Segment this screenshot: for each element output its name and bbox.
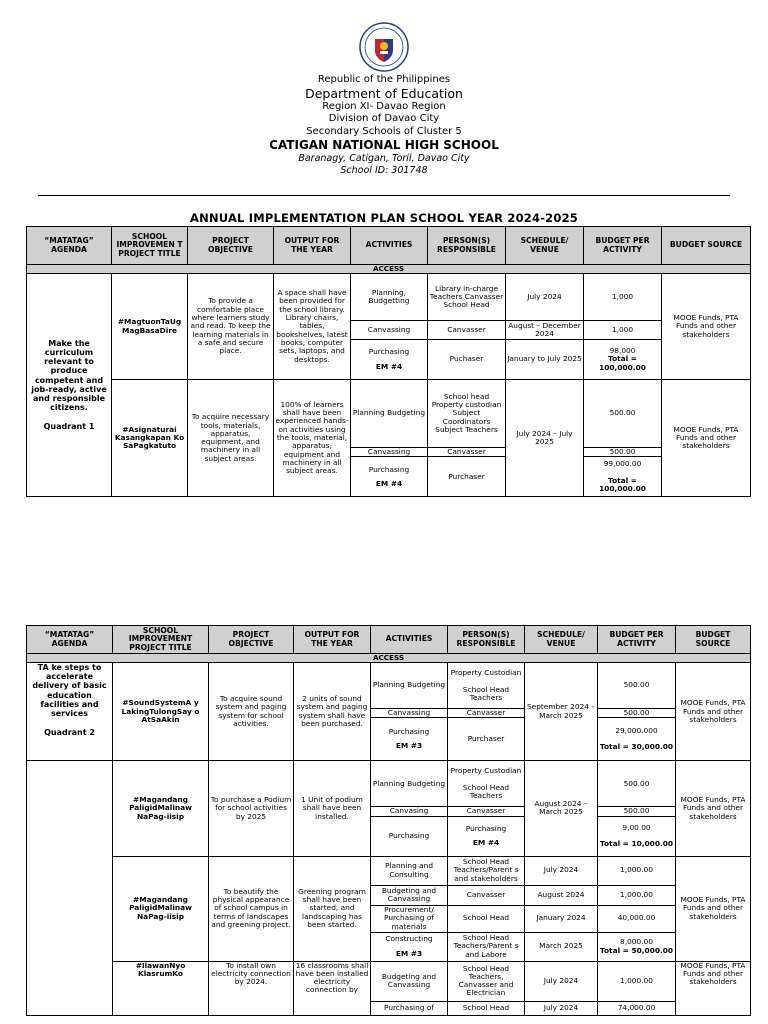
schedule: July 2024: [525, 856, 598, 885]
budget: 99,000.00: [603, 459, 642, 469]
deped-seal-icon: [359, 22, 409, 72]
budget: 500.00: [598, 663, 676, 709]
schedule: August 2024: [525, 885, 598, 905]
activity: Constructing: [385, 934, 433, 944]
person-responsible: School Head: [448, 905, 525, 932]
project-output: 100% of learners shall have been experienced hands-on activities using the tools, material, apparatus, equipment and machinery in all subject areas.: [274, 380, 351, 497]
budget: 98,000: [609, 346, 636, 356]
activity-cell: [351, 457, 428, 497]
activity: Budgeting and Canvassing: [371, 885, 448, 905]
header-schedule: SCHEDULE/ VENUE: [506, 227, 584, 265]
budget-source: MOOE Funds, PTA Funds and other stakeholders: [676, 856, 751, 961]
person-responsible: Canvasser: [428, 448, 506, 457]
quadrant-label: Quadrant 1: [43, 422, 95, 432]
activity: Purchasing: [371, 816, 448, 856]
header-output: OUTPUT FOR THE YEAR: [294, 626, 371, 654]
schedule: March 2025: [525, 932, 598, 961]
person-responsible: School Head Teachers: [462, 782, 510, 801]
budget: 500.00: [598, 807, 676, 816]
header-source: BUDGET SOURCE: [662, 227, 751, 265]
budget: 1,000: [584, 274, 662, 321]
budget: 1,000.00: [598, 885, 676, 905]
header-project-title: SCHOOL IMPROVEMEN T PROJECT TITLE: [112, 227, 188, 265]
header-objective: PROJECT OBJECTIVE: [188, 227, 274, 265]
activity: Planning Budgeting: [371, 663, 448, 709]
em-label: EM #3: [395, 948, 423, 958]
em-label: EM #4: [375, 361, 403, 371]
budget: 500.00: [584, 380, 662, 448]
project-title: #IlawanNyo KlasrumKo: [113, 961, 209, 1015]
agenda-text: TA ke steps to accelerate delivery of basic education facilities and services: [32, 663, 107, 719]
plan-title: ANNUAL IMPLEMENTATION PLAN SCHOOL YEAR 2024-2025: [190, 211, 578, 225]
project-objective: To install own electricity connection by 2024.: [209, 961, 294, 1015]
activity: Purchasing: [368, 347, 410, 357]
person-responsible-cell: [448, 761, 525, 807]
budget: 1,000.00: [598, 856, 676, 885]
schedule: August – December 2024: [506, 321, 584, 340]
implementation-table-2: [26, 625, 751, 1016]
header-objective: PROJECT OBJECTIVE: [209, 626, 294, 654]
person-responsible: Library in-charge Teachers Canvasser School Head: [428, 274, 506, 321]
header-activities: ACTIVITIES: [351, 227, 428, 265]
activity: Canvassing: [371, 709, 448, 718]
person-responsible: School Head Teachers, Canvasser and Electrician: [448, 961, 525, 1001]
implementation-table-1: [26, 226, 751, 497]
section-access: ACCESS: [27, 654, 751, 663]
person-responsible: Purchaser: [428, 457, 506, 497]
person-responsible: Canvasser: [428, 321, 506, 340]
project-objective: To acquire necessary tools, materials, apparatus, equipment, and machinery in all subject areas.: [188, 380, 274, 497]
person-responsible: Canvasser: [448, 807, 525, 816]
agenda-cell: [27, 274, 112, 497]
school-name: CATIGAN NATIONAL HIGH SCHOOL: [269, 138, 499, 153]
budget: 500.00: [584, 448, 662, 457]
project-objective: To beautify the physical appearance of school campus in terms of landscapes and greening project.: [209, 856, 294, 961]
activity: Canvasing: [371, 807, 448, 816]
budget: 500.00: [598, 709, 676, 718]
budget: 40,000.00: [598, 905, 676, 932]
activity-cell: [351, 340, 428, 380]
schedule: July 2024: [525, 961, 598, 1001]
budget-source: MOOE Funds, PTA Funds and other stakeholders: [662, 380, 751, 497]
header-project-title: SCHOOL IMPROVEMENT PROJECT TITLE: [113, 626, 209, 654]
project-output: 1 Unit of podium shall have been installed.: [294, 761, 371, 856]
person-responsible: School Head: [448, 1001, 525, 1015]
budget: 500.00: [598, 761, 676, 807]
header-budget: BUDGET PER ACTIVITY: [598, 626, 676, 654]
project-output: 2 units of sound system and paging system shall have been purchased.: [294, 663, 371, 761]
budget-cell: [598, 932, 676, 961]
schedule: July 2024 – July 2025: [506, 380, 584, 497]
header-schedule: SCHEDULE/ VENUE: [525, 626, 598, 654]
person-responsible: School Head Teachers/Parent s and Labore: [448, 932, 525, 961]
project-objective: To provide a comfortable place where learners study and read. To keep the learning materials in a safe and secure place.: [188, 274, 274, 380]
em-label: EM #4: [375, 478, 403, 488]
header-output: OUTPUT FOR THE YEAR: [274, 227, 351, 265]
agenda-cell: [27, 663, 113, 761]
budget-total: Total = 50,000.00: [599, 945, 674, 955]
activity-cell: [371, 932, 448, 961]
person-responsible-cell: [448, 816, 525, 856]
person-responsible: School Head Teachers: [462, 684, 510, 702]
budget-source: MOOE Funds, PTA Funds and other stakeholders: [676, 961, 751, 1015]
activity: Procurement/ Purchasing of materials: [371, 905, 448, 932]
budget-cell: [584, 457, 662, 497]
em-label: EM #4: [472, 838, 500, 848]
division-line: Division of Davao City: [328, 113, 440, 125]
activity: Planning and Consulting: [371, 856, 448, 885]
activity: Planning, Budgetting: [351, 274, 428, 321]
budget-cell: [598, 718, 676, 761]
department-line: Department of Education: [305, 85, 463, 101]
schedule: January 2024: [525, 905, 598, 932]
person-responsible: Property Custodian: [450, 766, 522, 776]
person-responsible: Canvasser: [448, 885, 525, 905]
region-line: Region XI- Davao Region: [322, 100, 446, 112]
budget-source: MOOE Funds, PTA Funds and other stakeholders: [676, 663, 751, 761]
section-access: ACCESS: [27, 265, 751, 274]
project-title: #Asignaturai Kasangkapan Ko SaPagkatuto: [112, 380, 188, 497]
person-responsible: School head Property custodian Subject Coordinators Subject Teachers: [428, 380, 506, 448]
project-output: A space shall have been provided for the school library. Library chairs, tables, bookshelves, latest books, computer sets, laptops, and desktops.: [274, 274, 351, 380]
header-source: BUDGET SOURCE: [676, 626, 751, 654]
letterhead: [0, 22, 768, 176]
budget-source: MOOE Funds, PTA Funds and other stakeholders: [662, 274, 751, 380]
header-divider: [38, 195, 730, 196]
header-agenda: “MATATAG” AGENDA: [27, 227, 112, 265]
activity: Planning Budgeting: [351, 380, 428, 448]
budget-total: Total = 100,000.00: [599, 354, 646, 372]
schedule: January to July 2025: [506, 340, 584, 380]
activity-cell: [371, 718, 448, 761]
project-objective: To purchase a Podium for school activities by 2025: [209, 761, 294, 856]
budget: 74,000.00: [598, 1001, 676, 1015]
person-responsible-cell: [448, 663, 525, 709]
republic-line: Republic of the Philippines: [317, 74, 451, 85]
budget: 8,000.00: [620, 937, 653, 947]
agenda-cell-continued: [27, 856, 113, 1015]
project-title: #SoundSystemA y LakingTulongSay o AtSaAkin: [113, 663, 209, 761]
schedule: September 2024 – March 2025: [525, 663, 598, 761]
cluster-line: Secondary Schools of Cluster 5: [306, 125, 462, 137]
budget: 29,000.000: [615, 725, 658, 735]
schedule: August 2024 – March 2025: [525, 761, 598, 856]
activity: Planning Budgeting: [371, 761, 448, 807]
budget: 1,000.00: [598, 961, 676, 1001]
header-persons: PERSON(S) RESPONSIBLE: [428, 227, 506, 265]
school-id: School ID: 301748: [340, 164, 428, 176]
schedule: July 2024: [506, 274, 584, 321]
header-agenda: “MATATAG” AGENDA: [27, 626, 113, 654]
budget: 9,00.00: [622, 822, 651, 832]
activity: Canvassing: [351, 448, 428, 457]
header-activities: ACTIVITIES: [371, 626, 448, 654]
school-address: Baranagy, Catigan, Toril, Davao City: [298, 153, 470, 165]
budget-cell: [598, 816, 676, 856]
budget-source: MOOE Funds, PTA Funds and other stakeholders: [676, 761, 751, 856]
budget: 1,000: [584, 321, 662, 340]
project-title: #Magandang PaligidMalinaw NaPag-iisip: [113, 761, 209, 856]
em-label: EM #3: [395, 741, 423, 751]
person-responsible: Purchaser: [448, 718, 525, 761]
project-title: #Magandang PaligidMalinaw NaPag-iisip: [113, 856, 209, 961]
person-responsible: Canvasser: [448, 709, 525, 718]
project-output: 16 classrooms shall have been installed electricity connection by: [294, 961, 371, 1015]
budget-total: Total = 30,000.00: [599, 742, 674, 752]
project-objective: To acquire sound system and paging system for school activities.: [209, 663, 294, 761]
budget-total: Total = 10,000.00: [599, 839, 674, 849]
budget-total: Total = 100,000.00: [599, 475, 646, 494]
project-title: #MagtuonTaUg MagBasaDire: [112, 274, 188, 380]
activity: Purchasing: [368, 464, 410, 474]
project-output: Greening program shall have been started, and landscaping has been started.: [294, 856, 371, 961]
schedule: July 2024: [525, 1001, 598, 1015]
person-responsible: School Head Teachers/Parent s and stakeholders: [448, 856, 525, 885]
header-budget: BUDGET PER ACTIVITY: [584, 227, 662, 265]
activity: Purchasing of: [371, 1001, 448, 1015]
budget-cell: [584, 340, 662, 380]
activity: Budgeting and Canvassing: [371, 961, 448, 1001]
person-responsible: Puchaser: [428, 340, 506, 380]
agenda-cell-continued: [27, 761, 113, 856]
header-persons: PERSON(S) RESPONSIBLE: [448, 626, 525, 654]
activity: Canvassing: [351, 321, 428, 340]
person-responsible: Property Custodian: [450, 667, 522, 677]
activity: Purchasing: [388, 727, 430, 736]
agenda-text: Make the curriculum relevant to produce competent and job-ready, active and responsible citizens.: [31, 338, 107, 413]
person-responsible: Purchasing: [465, 823, 507, 833]
quadrant-label: Quadrant 2: [44, 728, 95, 738]
